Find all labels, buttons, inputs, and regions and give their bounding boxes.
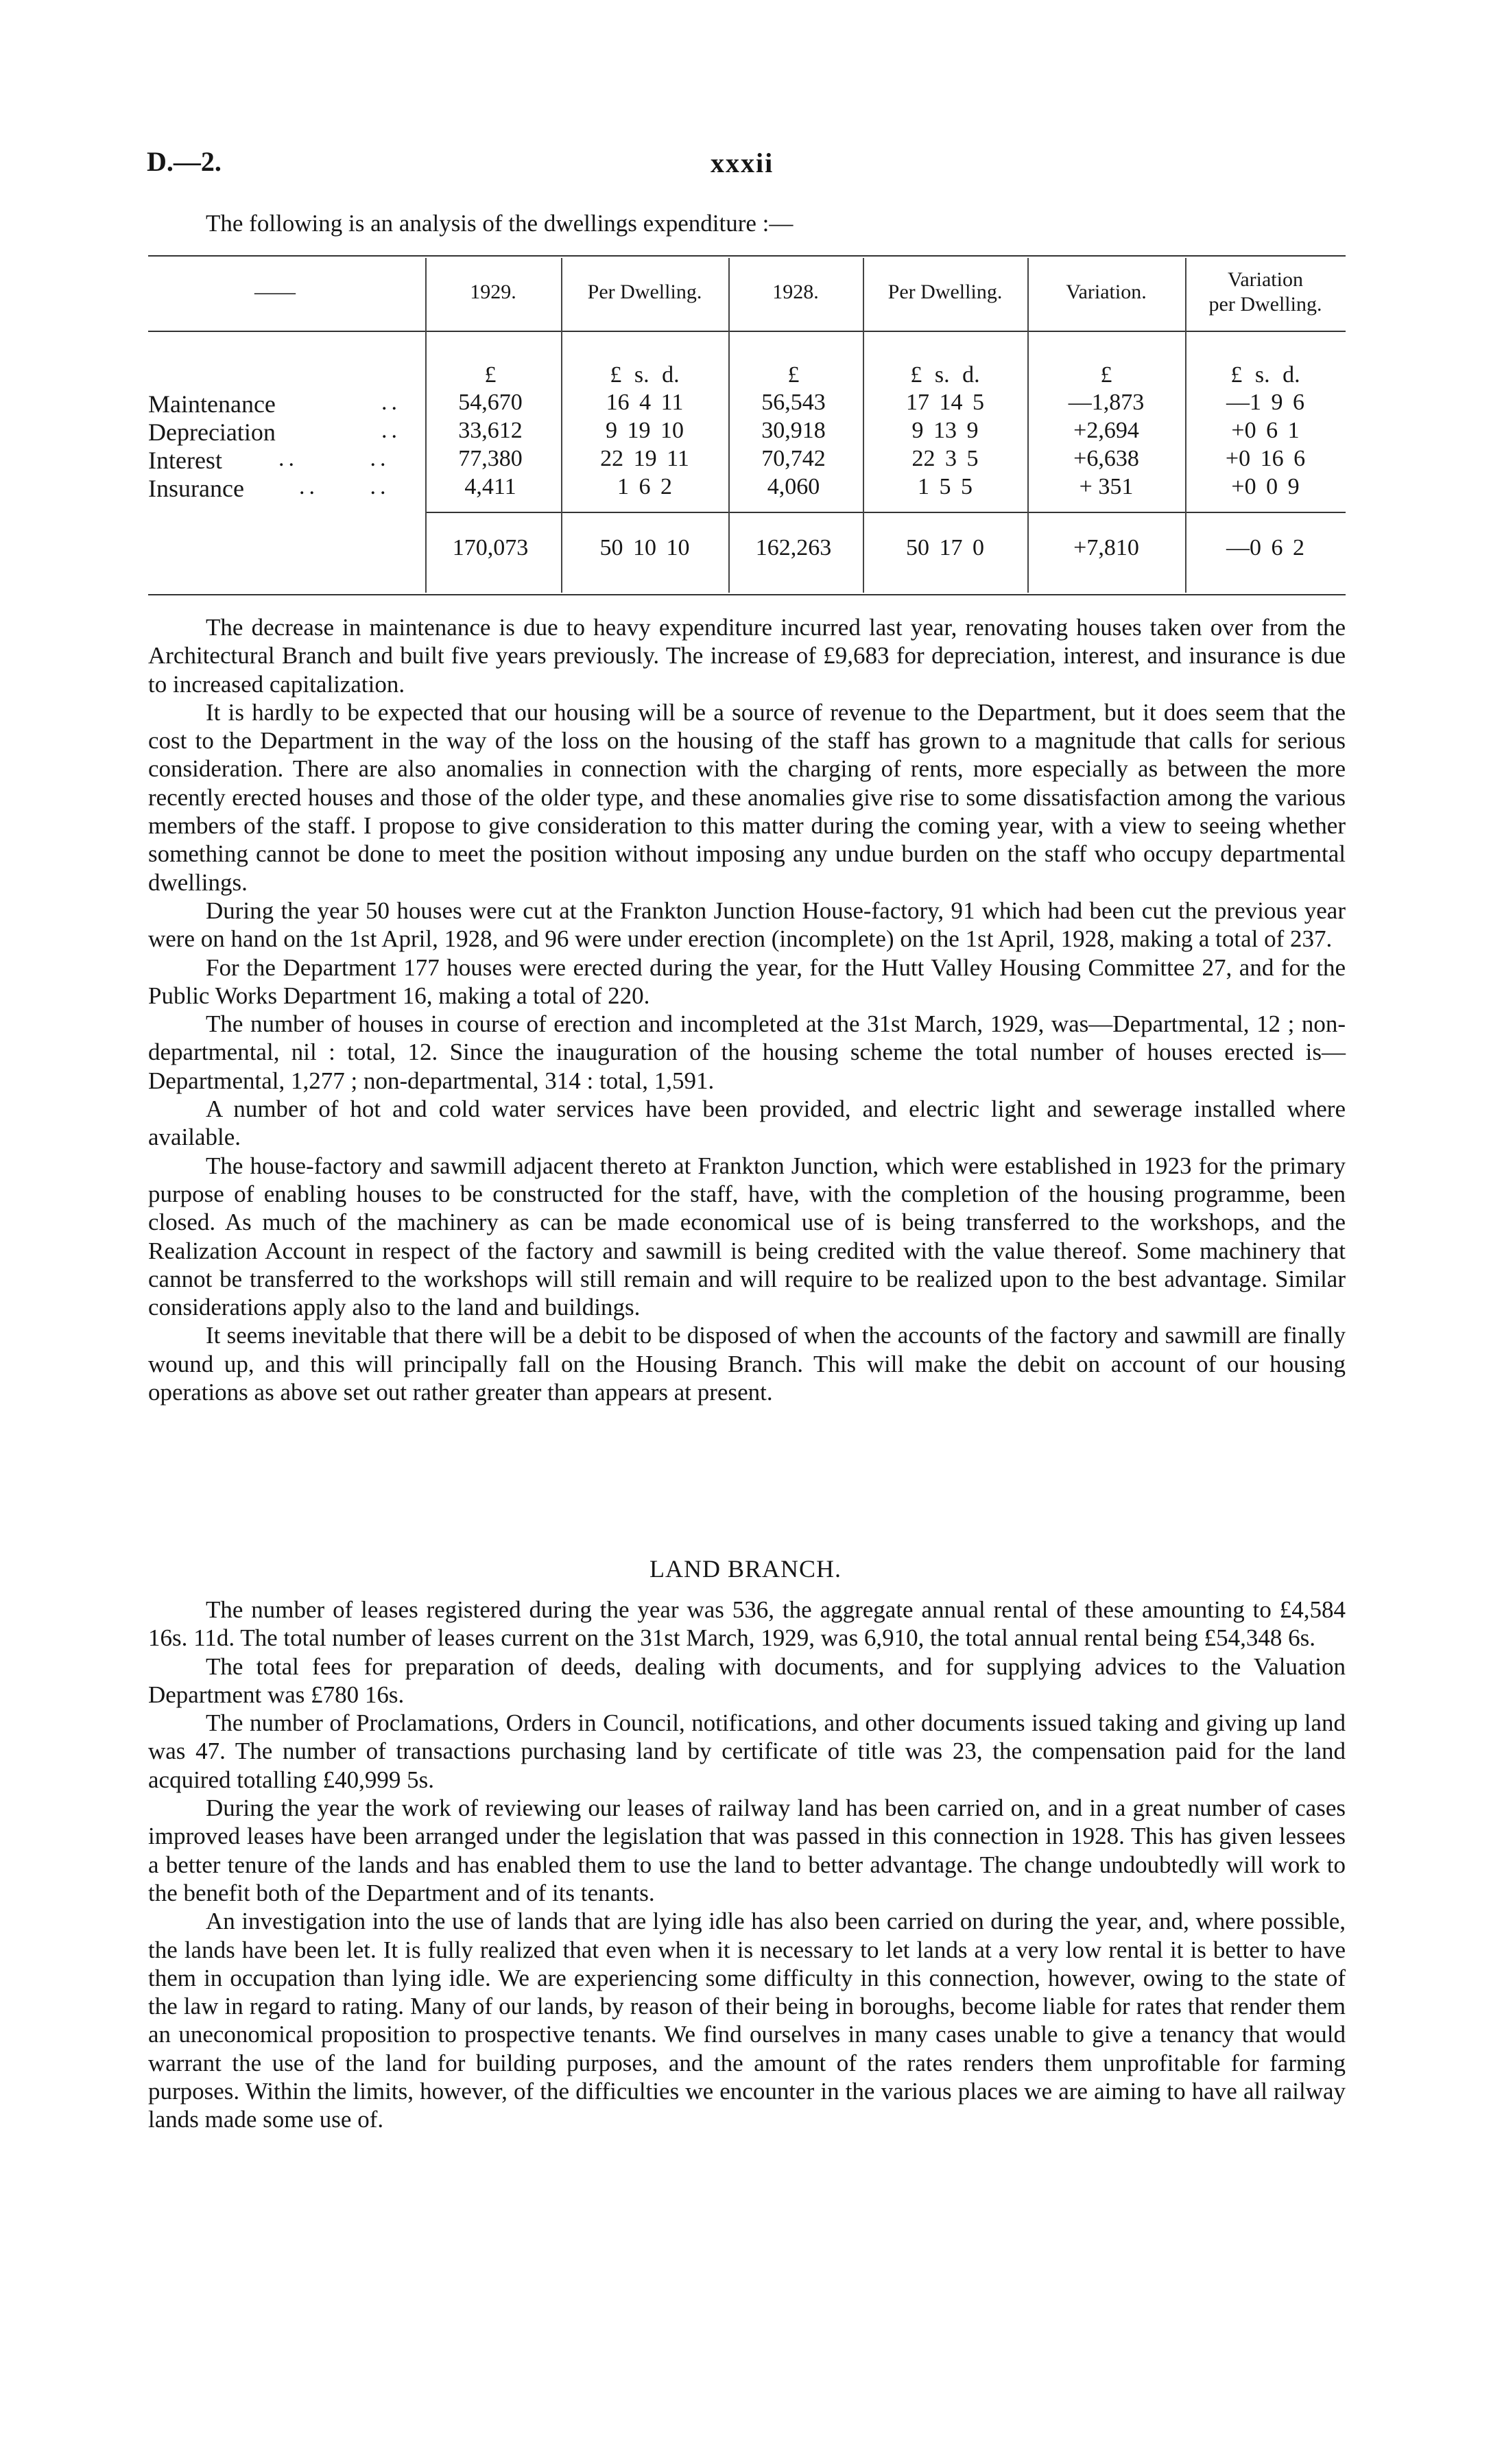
unit-pd-1928: £ s. d. <box>910 362 980 388</box>
total-variation: +7,810 <box>1073 535 1139 560</box>
cell-pd-1928: 22 3 5 <box>911 446 979 471</box>
cell-1929: 33,612 <box>458 418 523 443</box>
total-1928: 162,263 <box>755 535 832 560</box>
cell-1929: 77,380 <box>458 446 523 471</box>
unit-1929: £ <box>484 362 497 388</box>
paragraph: The number of Proclamations, Orders in Council, notifications, and other documents issued taking and giving up land was 47. The number of transactions purchasing land by certificate of title was 23, the compensation paid for the land acquired totalling £40,999 5s. <box>148 1709 1346 1793</box>
cell-pd-1928: 1 5 5 <box>918 474 973 499</box>
table-top-rule <box>148 255 1346 257</box>
paragraph: The total fees for preparation of deeds, dealing with documents, and for supplying advices to the Valuation Department was £780 16s. <box>148 1652 1346 1708</box>
table-bottom-rule <box>148 594 1346 595</box>
header-per-dwelling-1929: Per Dwelling. <box>587 281 702 303</box>
land-branch-heading: LAND BRANCH. <box>649 1555 842 1583</box>
paragraph: An investigation into the use of lands that are lying idle has also been carried on during the year, and, where possible, the lands have been let. It is fully realized that even when it is necessary to let lands at a very low rental it is better to have them in occupation than lying idle. We are experiencing some difficulty in this connection, however, owing to the state of the law in regard to rating. Many of our lands, by reason of their being in boroughs, become liable for rates that render them an uneconomical proposition to prospective tenants. We find ourselves in many cases unable to give a tenancy that would warrant the use of the land for building purposes, and the amount of the rates renders them unprofitable for farming purposes. Within the limits, however, of the difficulties we encounter in the various places we are aiming to have all railway lands made some use of. <box>148 1908 1346 2133</box>
cell-variation-pd: —1 9 6 <box>1226 390 1304 415</box>
document-code: D.—2. <box>147 146 222 177</box>
land-branch-text <box>148 1596 1346 2134</box>
row-label: Interest <box>148 447 222 474</box>
cell-1928: 56,543 <box>761 390 826 415</box>
cell-1928: 4,060 <box>767 474 820 499</box>
paragraph: During the year 50 houses were cut at the Frankton Junction House-factory, 91 which had been cut the previous year were on hand on the 1st April, 1928, and 96 were under erection (incomplete) on the 1st April, 1928, making a total of 237. <box>148 897 1346 953</box>
paragraph: The house-factory and sawmill adjacent thereto at Frankton Junction, which were established in 1923 for the primary purpose of enabling houses to be constructed for the staff, have, with the completion of the housing programme, been closed. As much of the machinery as can be made economical use of is being transferred to the workshops, and the Realization Account in respect of the factory and sawmill is being credited with the value thereof. Some machinery that cannot be transferred to the workshops will still remain and will require to be realized upon to the best advantage. Similar considerations apply also to the land and buildings. <box>148 1152 1346 1321</box>
paragraph: The number of houses in course of erection and incompleted at the 31st March, 1929, was—Departmental, 12 ; non-departmental, nil : total, 12. Since the inauguration of the housing scheme the total number of houses erected is—Departmental, 1,277 ; non-departmental, 314 : total, 1,591. <box>148 1010 1346 1094</box>
unit-variation-pd: £ s. d. <box>1230 362 1300 388</box>
row-leader-dots: .. <box>381 418 401 443</box>
dwellings-expenditure-table <box>148 255 1346 598</box>
total-rule <box>425 512 1346 513</box>
cell-variation: +2,694 <box>1073 418 1139 443</box>
cell-1928: 70,742 <box>761 446 826 471</box>
dwellings-commentary <box>148 613 1346 1406</box>
total-pd-1928: 50 17 0 <box>906 535 984 560</box>
row-label: Insurance <box>148 475 244 502</box>
cell-pd-1929: 1 6 2 <box>617 474 672 499</box>
row-label: Maintenance <box>148 390 276 418</box>
cell-variation: + 351 <box>1079 474 1134 499</box>
table-intro: The following is an analysis of the dwellings expenditure :— <box>206 210 794 237</box>
paragraph: The decrease in maintenance is due to heavy expenditure incurred last year, renovating houses taken over from the Architectural Branch and built five years previously. The increase of £9,683 for depreciation, interest, and insurance is due to increased capitalization. <box>148 614 1346 698</box>
paragraph: The number of leases registered during the year was 536, the aggregate annual rental of these amounting to £4,584 16s. 11d. The total number of leases current on the 31st March, 1929, was 6,910, the total annual rental being £54,348 6s. <box>148 1596 1346 1652</box>
paragraph: It seems inevitable that there will be a debit to be disposed of when the accounts of the factory and sawmill are finally wound up, and this will principally fall on the Housing Branch. This will make the debit on account of our housing operations as above set out rather greater than appears at present. <box>148 1322 1346 1406</box>
table-header-rule <box>148 331 1346 332</box>
cell-pd-1928: 17 14 5 <box>906 390 984 415</box>
cell-variation-pd: +0 6 1 <box>1231 418 1300 443</box>
cell-variation: —1,873 <box>1068 390 1145 415</box>
row-leader-dots: .. .. <box>278 446 390 471</box>
total-variation-pd: —0 6 2 <box>1226 535 1304 560</box>
row-label: Depreciation <box>148 418 276 446</box>
header-1929: 1929. <box>470 281 516 303</box>
cell-1929: 4,411 <box>464 474 516 499</box>
cell-variation-pd: +0 0 9 <box>1231 474 1300 499</box>
total-1929: 170,073 <box>452 535 529 560</box>
paragraph: During the year the work of reviewing our leases of railway land has been carried on, and in a great number of cases improved leases have been arranged under the legislation that was passed in this connection in 1928. This has given lessees a better tenure of the lands and has enabled them to use the land to better advantage. The change undoubtedly will work to the benefit both of the Department and of its tenants. <box>148 1794 1346 1906</box>
unit-pd-1929: £ s. d. <box>610 362 680 388</box>
row-leader-dots: .. <box>381 390 401 415</box>
header-variation-per-dwelling-line1: Variation <box>1228 268 1303 291</box>
page-number: xxxii <box>711 147 774 178</box>
paragraph: For the Department 177 houses were erected during the year, for the Hutt Valley Housing Committee 27, and for the Public Works Department 16, making a total of 220. <box>148 953 1346 1009</box>
cell-pd-1929: 9 19 10 <box>606 418 684 443</box>
header-variation-per-dwelling-line2: per Dwelling. <box>1208 293 1322 316</box>
cell-pd-1928: 9 13 9 <box>911 418 979 443</box>
header-variation: Variation. <box>1066 281 1147 303</box>
total-pd-1929: 50 10 10 <box>599 535 690 560</box>
row-leader-dots: .. .. <box>299 474 390 499</box>
header-per-dwelling-1928: Per Dwelling. <box>887 281 1003 303</box>
paragraph: A number of hot and cold water services have been provided, and electric light and sewerage installed where available. <box>148 1095 1346 1151</box>
cell-1929: 54,670 <box>458 390 523 415</box>
cell-pd-1929: 16 4 11 <box>606 390 684 415</box>
paragraph: It is hardly to be expected that our housing will be a source of revenue to the Department, but it does seem that the cost to the Department in the way of the loss on the housing of the staff has grown to a magnitude that calls for serious consideration. There are also anomalies in connection with the charging of rents, more especially as between the more recently erected houses and those of the older type, and these anomalies give rise to some dissatisfaction among the various members of the staff. I propose to give consideration to this matter during the coming year, with a view to seeing whether something cannot be done to meet the position without imposing any undue burden on the staff who occupy departmental dwellings. <box>148 698 1346 896</box>
cell-variation: +6,638 <box>1073 446 1139 471</box>
unit-variation: £ <box>1100 362 1112 388</box>
cell-pd-1929: 22 19 11 <box>600 446 689 471</box>
cell-1928: 30,918 <box>761 418 826 443</box>
unit-1928: £ <box>787 362 800 388</box>
header-1928: 1928. <box>772 281 819 303</box>
header-blank: —— <box>254 281 296 303</box>
cell-variation-pd: +0 16 6 <box>1225 446 1306 471</box>
